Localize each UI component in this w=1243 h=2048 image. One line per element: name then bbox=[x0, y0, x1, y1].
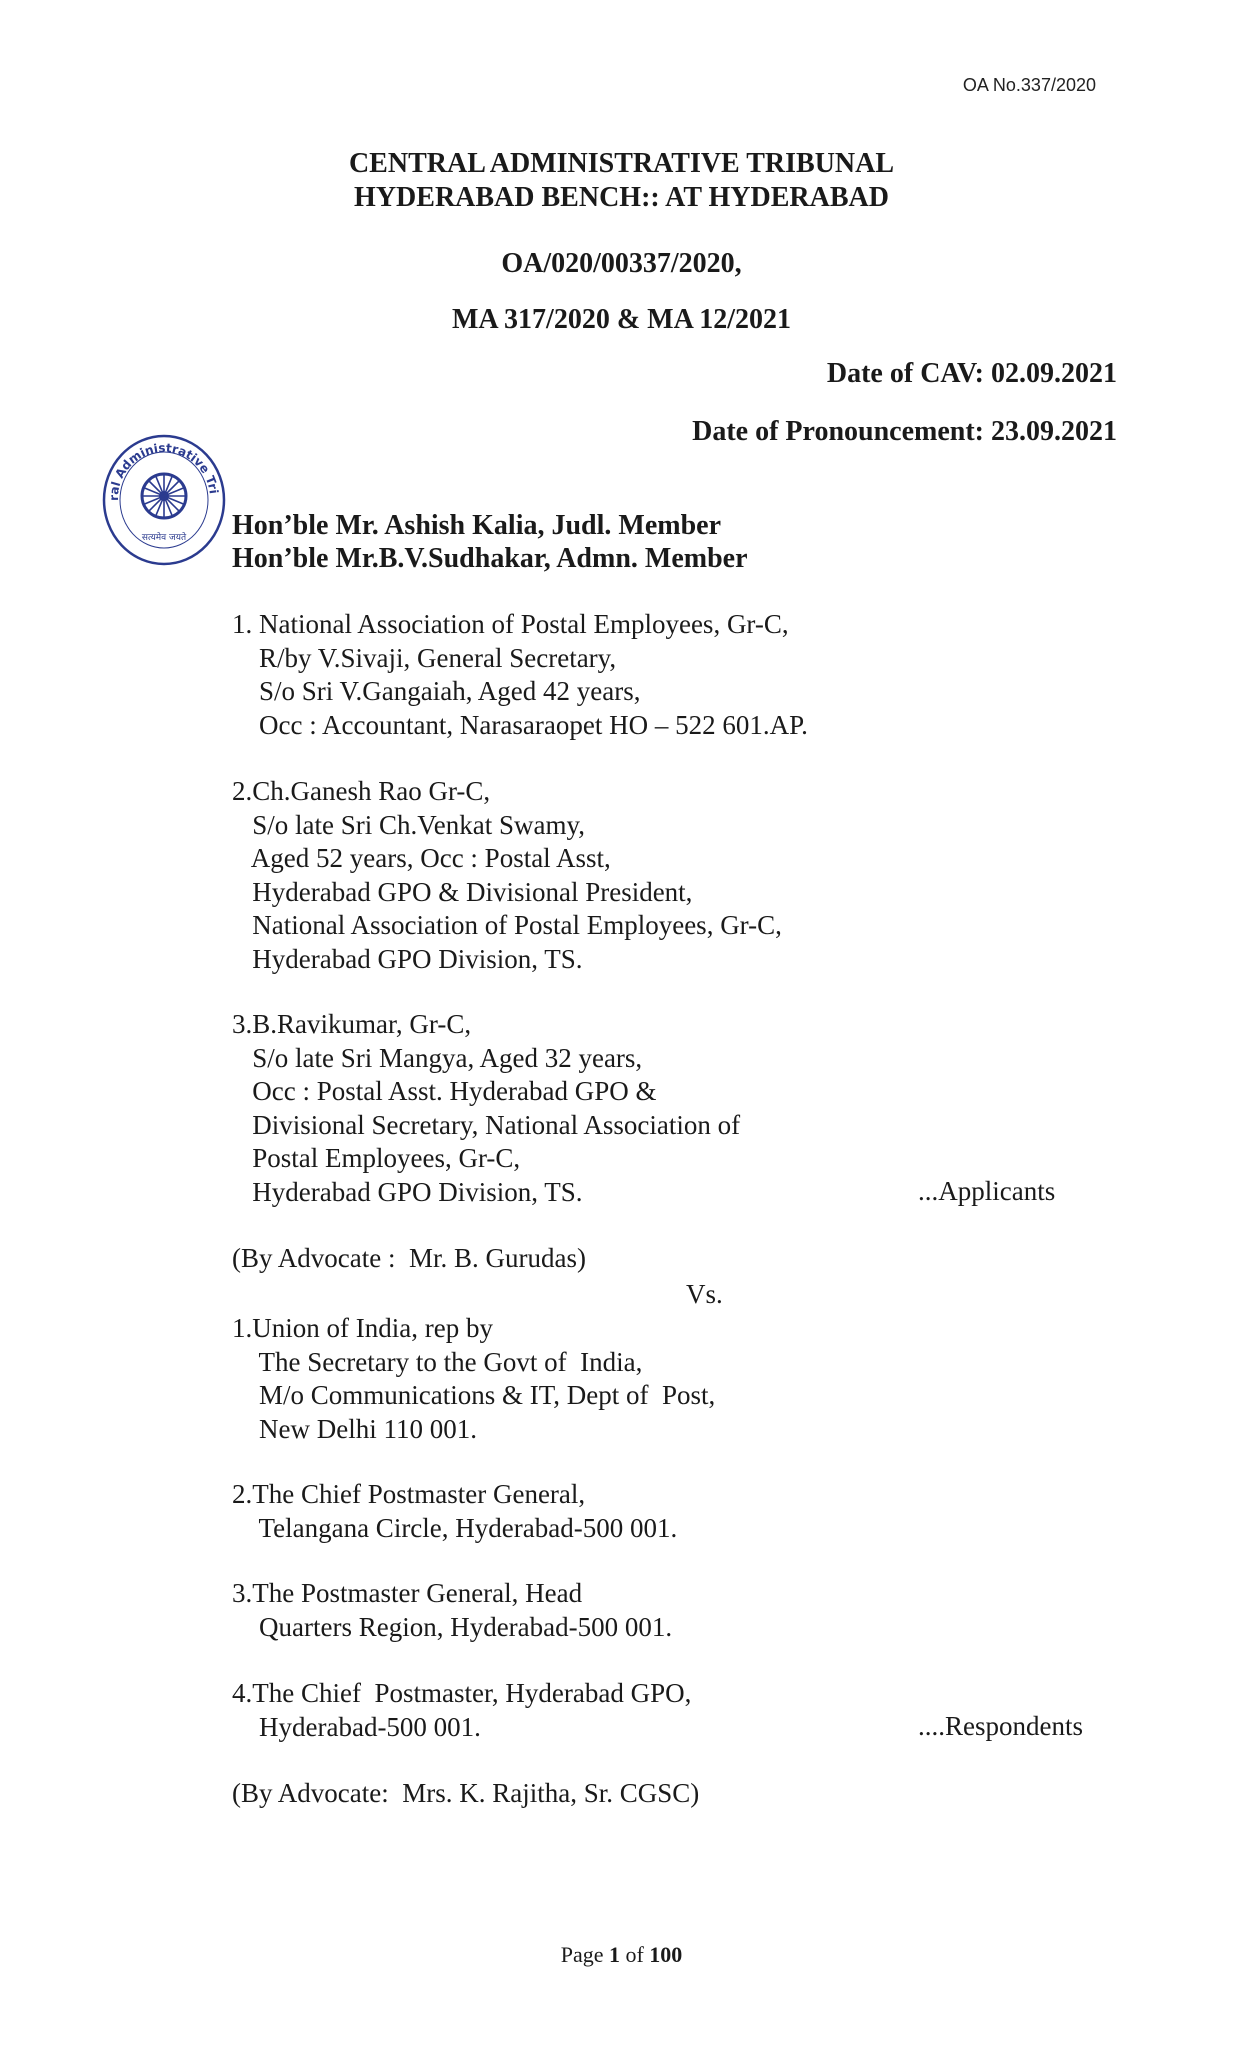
versus: Vs. bbox=[686, 1279, 723, 1309]
text-line: Occ : Accountant, Narasaraopet HO – 522 601.AP. bbox=[232, 709, 808, 740]
text-line: Quarters Region, Hyderabad-500 001. bbox=[232, 1611, 673, 1642]
text-line: 1.Union of India, rep by bbox=[232, 1313, 493, 1343]
text-line: S/o late Sri Mangya, Aged 32 years, bbox=[232, 1042, 643, 1073]
oa-number: OA/020/00337/2020, bbox=[501, 248, 742, 279]
bench-title: HYDERABAD BENCH:: AT HYDERABAD bbox=[354, 182, 889, 213]
text-line: S/o Sri V.Gangaiah, Aged 42 years, bbox=[232, 676, 641, 706]
respondents-label: ....Respondents bbox=[918, 1711, 1083, 1741]
respondent-2 bbox=[232, 1478, 677, 1545]
applicant-advocate: (By Advocate : Mr. B. Gurudas) bbox=[232, 1243, 586, 1273]
page-of: of bbox=[619, 1942, 650, 1967]
respondent-advocate: (By Advocate: Mrs. K. Rajitha, Sr. CGSC) bbox=[232, 1778, 700, 1808]
text-line: Hyderabad GPO & Divisional President, bbox=[232, 876, 693, 907]
text-line: M/o Communications & IT, Dept of Post, bbox=[232, 1380, 716, 1410]
text-line: Hyderabad GPO Division, TS. bbox=[232, 943, 583, 974]
tribunal-seal-icon bbox=[98, 428, 230, 578]
seal-text: ral Administrative Tri bbox=[106, 440, 221, 501]
text-line: Aged 52 years, Occ : Postal Asst, bbox=[232, 843, 611, 873]
text-line: Hyderabad GPO Division, TS. bbox=[232, 1176, 583, 1207]
case-reference: OA No.337/2020 bbox=[962, 75, 1096, 95]
text-line: Telangana Circle, Hyderabad-500 001. bbox=[232, 1512, 678, 1543]
text-line: R/by V.Sivaji, General Secretary, bbox=[232, 642, 617, 673]
tribunal-title: CENTRAL ADMINISTRATIVE TRIBUNAL bbox=[348, 148, 895, 179]
text-line: 2.The Chief Postmaster General, bbox=[232, 1479, 586, 1509]
respondent-3 bbox=[232, 1577, 672, 1644]
bench-member-admin: Hon’ble Mr.B.V.Sudhakar, Admn. Member bbox=[232, 543, 748, 574]
page-footer bbox=[0, 1942, 1243, 1968]
applicant-3 bbox=[232, 1008, 740, 1209]
applicant-1 bbox=[232, 608, 808, 742]
ma-numbers: MA 317/2020 & MA 12/2021 bbox=[451, 304, 792, 335]
applicants-label: ...Applicants bbox=[918, 1176, 1056, 1206]
bench-member-judicial: Hon’ble Mr. Ashish Kalia, Judl. Member bbox=[232, 510, 722, 541]
text-line: Divisional Secretary, National Association of bbox=[232, 1109, 741, 1140]
page-number: 1 bbox=[608, 1942, 620, 1967]
applicant-2 bbox=[232, 775, 782, 976]
text-line: 3.The Postmaster General, Head bbox=[232, 1578, 583, 1608]
respondent-1 bbox=[232, 1312, 715, 1446]
page-total: 100 bbox=[649, 1942, 683, 1967]
seal-motto: सत्यमेव जयते bbox=[141, 533, 187, 543]
text-line: Hyderabad-500 001. bbox=[232, 1711, 481, 1742]
text-line: The Secretary to the Govt of India, bbox=[232, 1346, 643, 1377]
respondent-4 bbox=[232, 1677, 691, 1744]
text-line: Occ : Postal Asst. Hyderabad GPO & bbox=[232, 1076, 657, 1106]
date-of-pronouncement: Date of Pronouncement: 23.09.2021 bbox=[692, 416, 1117, 447]
date-of-cav: Date of CAV: 02.09.2021 bbox=[826, 358, 1117, 389]
page-prefix: Page bbox=[560, 1942, 609, 1967]
text-line: National Association of Postal Employees, Gr-C, bbox=[232, 910, 782, 940]
text-line: 3.B.Ravikumar, Gr-C, bbox=[232, 1009, 472, 1039]
text-line: 2.Ch.Ganesh Rao Gr-C, bbox=[232, 776, 491, 806]
svg-text:Central Administrative Tribuna bbox=[98, 428, 221, 501]
text-line: 1. National Association of Postal Employees, Gr-C, bbox=[232, 609, 789, 639]
text-line: New Delhi 110 001. bbox=[232, 1413, 477, 1444]
text-line: Postal Employees, Gr-C, bbox=[232, 1143, 521, 1173]
text-line: S/o late Sri Ch.Venkat Swamy, bbox=[232, 809, 585, 840]
text-line: 4.The Chief Postmaster, Hyderabad GPO, bbox=[232, 1678, 692, 1708]
